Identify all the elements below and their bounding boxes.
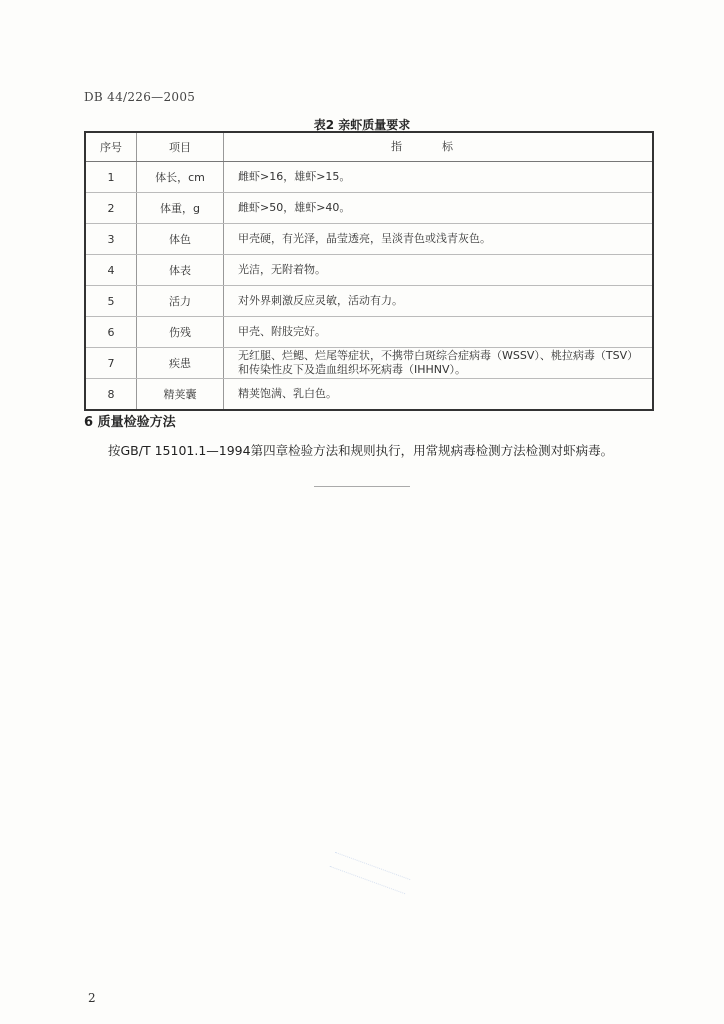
row-no: 8 [85, 379, 137, 411]
row-no: 4 [85, 255, 137, 286]
document-code: DB 44/226—2005 [84, 90, 196, 104]
section-heading: 6 质量检验方法 [84, 415, 176, 430]
page-number: 2 [88, 991, 96, 1005]
row-no: 6 [85, 317, 137, 348]
row-item: 体长，cm [137, 162, 224, 193]
end-of-section-rule [314, 486, 410, 487]
table-row [85, 162, 653, 193]
table-header-row [85, 132, 653, 162]
row-item: 体表 [137, 255, 224, 286]
table-row [85, 193, 653, 224]
faint-watermark-stamp [330, 852, 411, 894]
column-header-item: 项目 [137, 132, 224, 162]
row-item: 精荚囊 [137, 379, 224, 411]
row-item: 疾患 [137, 348, 224, 379]
row-no: 3 [85, 224, 137, 255]
table-row [85, 255, 653, 286]
row-no: 7 [85, 348, 137, 379]
table-title: 表2 亲虾质量要求 [313, 118, 411, 132]
column-header-spec: 指标 [224, 132, 654, 162]
row-no: 1 [85, 162, 137, 193]
section-body-text: 按GB/T 15101.1—1994第四章检验方法和规则执行，用常规病毒检测方法检测对虾病毒。 [108, 443, 614, 458]
table-row [85, 348, 653, 379]
table-row [85, 317, 653, 348]
broodstock-quality-table [84, 131, 654, 411]
row-item: 伤残 [137, 317, 224, 348]
row-spec: 精荚饱满、乳白色。 [224, 379, 654, 411]
row-spec: 雌虾>16，雄虾>15。 [224, 162, 654, 193]
row-spec: 雌虾>50，雄虾>40。 [224, 193, 654, 224]
row-spec: 甲壳、附肢完好。 [224, 317, 654, 348]
row-item: 活力 [137, 286, 224, 317]
row-spec: 甲壳硬，有光泽，晶莹透亮，呈淡青色或浅青灰色。 [224, 224, 654, 255]
row-no: 5 [85, 286, 137, 317]
row-spec: 无红腿、烂鳃、烂尾等症状，不携带白斑综合症病毒（WSSV）、桃拉病毒（TSV）和传染性皮下及造血组织坏死病毒（IHHNV）。 [224, 348, 654, 379]
table-row [85, 379, 653, 411]
column-header-no: 序号 [85, 132, 137, 162]
row-no: 2 [85, 193, 137, 224]
table-row [85, 286, 653, 317]
row-spec: 光洁，无附着物。 [224, 255, 654, 286]
row-spec: 对外界刺激反应灵敏，活动有力。 [224, 286, 654, 317]
table-row [85, 224, 653, 255]
row-item: 体重，g [137, 193, 224, 224]
row-item: 体色 [137, 224, 224, 255]
